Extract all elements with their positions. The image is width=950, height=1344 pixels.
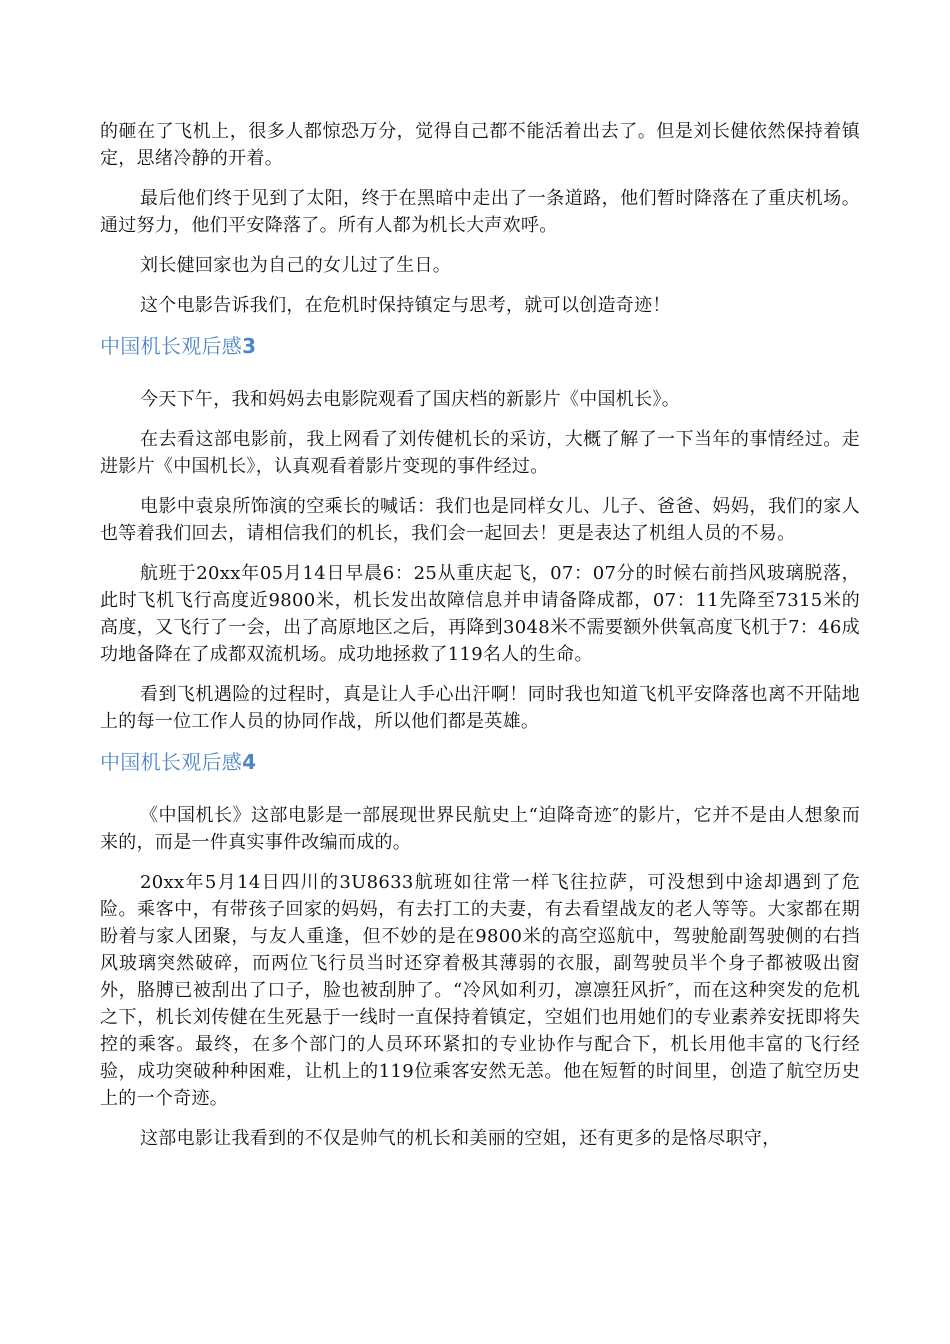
- paragraph: 航班于20xx年05月14日早晨6：25从重庆起飞，07：07分的时候右前挡风玻璃脱落，此时飞机飞行高度近9800米，机长发出故障信息并申请备降成都，07：11先降至7315米的高度，又飞行了一会，出了高原地区之后，再降到3048米不需要额外供氧高度飞机于7：46成功地备降在了成都双流机场。成功地拯救了119名人的生命。: [100, 563, 860, 665]
- paragraph: 这部电影让我看到的不仅是帅气的机长和美丽的空姐，还有更多的是恪尽职守，: [140, 1128, 781, 1149]
- paragraph: 在去看这部电影前，我上网看了刘传健机长的采访，大概了解了一下当年的事情经过。走进影片《中国机长》，认真观看着影片变现的事件经过。: [100, 429, 860, 477]
- section-heading-3: [100, 332, 860, 360]
- heading-text: 中国机长观后感: [100, 334, 243, 358]
- paragraph: 这个电影告诉我们，在危机时保持镇定与思考，就可以创造奇迹！: [140, 295, 671, 316]
- section-heading-4: [100, 748, 860, 776]
- paragraph: 最后他们终于见到了太阳，终于在黑暗中走出了一条道路，他们暂时降落在了重庆机场。通过努力，他们平安降落了。所有人都为机长大声欢呼。: [100, 188, 860, 236]
- heading-number: 3: [242, 334, 257, 358]
- paragraph: 电影中袁泉所饰演的空乘长的喊话：我们也是同样女儿、儿子、爸爸、妈妈，我们的家人也等着我们回去，请相信我们的机长，我们会一起回去！更是表达了机组人员的不易。: [100, 496, 860, 544]
- paragraph: 的砸在了飞机上，很多人都惊恐万分，觉得自己都不能活着出去了。但是刘长健依然保持着镇定，思绪冷静的开着。: [100, 121, 860, 169]
- paragraph: 看到飞机遇险的过程时，真是让人手心出汗啊！同时我也知道飞机平安降落也离不开陆地上的每一位工作人员的协同作战，所以他们都是英雄。: [100, 684, 860, 732]
- paragraph: 20xx年5月14日四川的3U8633航班如往常一样飞往拉萨，可没想到中途却遇到了危险。乘客中，有带孩子回家的妈妈，有去打工的夫妻，有去看望战友的老人等等。大家都在期盼着与家人团聚，与友人重逢，但不妙的是在9800米的高空巡航中，驾驶舱副驾驶侧的右挡风玻璃突然破碎，而两位飞行员当时还穿着极其薄弱的衣服，副驾驶员半个身子都被吸出窗外，胳膊已被刮出了口子，脸也被刮肿了。“冷风如利刃，凛凛狂风折″，而在这种突发的危机之下，机长刘传健在生死悬于一线时一直保持着镇定，空姐们也用她们的专业素养安抚即将失控的乘客。最终，在多个部门的人员环环紧扣的专业协作与配合下，机长用他丰富的飞行经验，成功突破种种困难，让机上的119位乘客安然无恙。他在短暂的时间里，创造了航空历史上的一个奇迹。: [100, 872, 860, 1109]
- heading-text: 中国机长观后感: [100, 750, 243, 774]
- document-page: [100, 118, 860, 1165]
- paragraph: 刘长健回家也为自己的女儿过了生日。: [140, 255, 452, 276]
- heading-number: 4: [242, 750, 257, 774]
- paragraph: 今天下午，我和妈妈去电影院观看了国庆档的新影片《中国机长》。: [140, 389, 680, 410]
- paragraph: 《中国机长》这部电影是一部展现世界民航史上“迫降奇迹″的影片，它并不是由人想象而来的，而是一件真实事件改编而成的。: [100, 805, 860, 853]
